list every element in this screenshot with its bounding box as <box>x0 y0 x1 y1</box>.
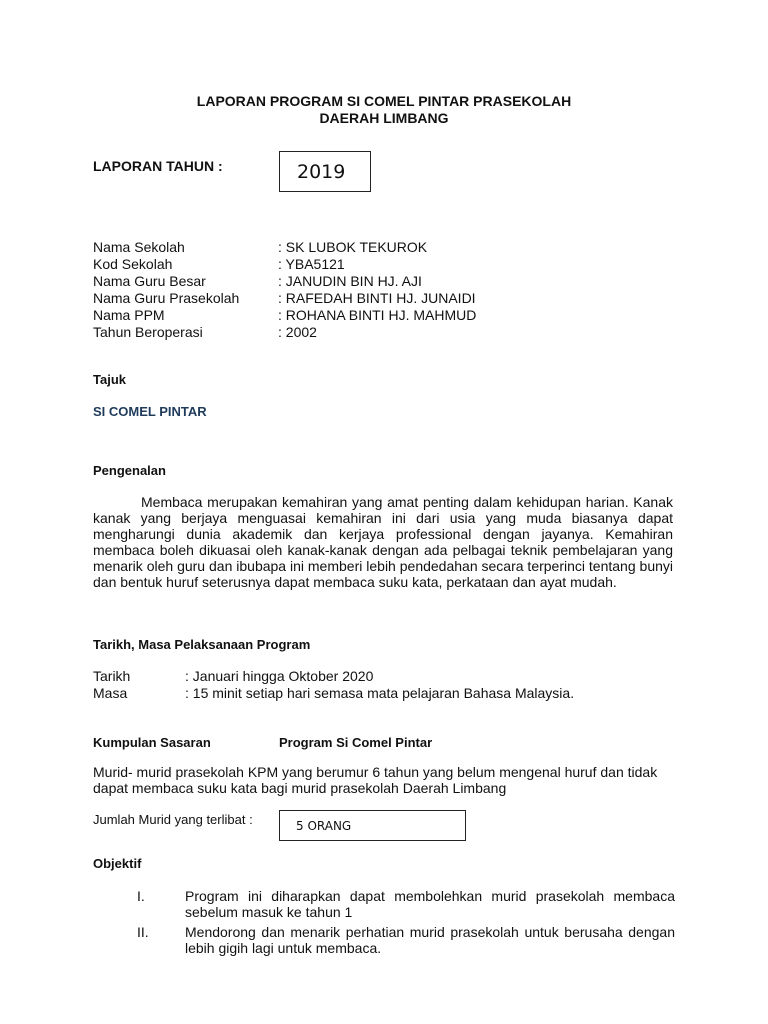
info-row-tahun-beroperasi <box>93 324 693 341</box>
jumlah-murid-box <box>279 810 466 841</box>
report-title-line1: LAPORAN PROGRAM SI COMEL PINTAR PRASEKOLAH <box>196 93 572 109</box>
info-row-guru-besar <box>93 273 693 290</box>
info-label: Tahun Beroperasi <box>93 324 203 340</box>
info-label: Nama Guru Prasekolah <box>93 290 240 306</box>
report-year-box <box>279 151 371 192</box>
report-year-label: LAPORAN TAHUN : <box>93 158 223 174</box>
objektif-number: I. <box>137 888 145 904</box>
sasaran-paragraph: Murid- murid prasekolah KPM yang berumur 6 tahun yang belum mengenal huruf dan tidak dapat membaca suku kata bagi murid prasekolah Daerah Limbang <box>93 764 658 796</box>
info-label: Kod Sekolah <box>93 256 173 272</box>
info-row-nama-sekolah <box>93 239 693 256</box>
info-value: : ROHANA BINTI HJ. MAHMUD <box>278 307 477 323</box>
objektif-text: Mendorong dan menarik perhatian murid prasekolah untuk berusaha dengan lebih gigih lagi untuk membaca. <box>185 924 675 956</box>
report-year-value: 2019 <box>297 161 346 183</box>
section-heading-pengenalan: Pengenalan <box>93 463 166 478</box>
report-title-line2: DAERAH LIMBANG <box>319 110 449 126</box>
info-row-ppm <box>93 307 693 324</box>
info-label: Nama Sekolah <box>93 239 185 255</box>
info-value: : RAFEDAH BINTI HJ. JUNAIDI <box>278 290 476 306</box>
section-heading-tajuk: Tajuk <box>93 372 126 387</box>
info-value: : 2002 <box>278 324 317 340</box>
section-heading-sasaran: Kumpulan Sasaran <box>93 735 211 750</box>
info-value: : JANUDIN BIN HJ. AJI <box>278 273 422 289</box>
tajuk-value: SI COMEL PINTAR <box>93 404 207 419</box>
objektif-text: Program ini diharapkan dapat membolehkan murid prasekolah membaca sebelum masuk ke tahun 1 <box>185 888 675 920</box>
info-label: Nama Guru Besar <box>93 273 206 289</box>
schedule-label: Masa <box>93 685 128 701</box>
objektif-number: II. <box>137 924 149 940</box>
pengenalan-text: Membaca merupakan kemahiran yang amat penting dalam kehidupan harian. Kanak kanak yang berjaya menguasai kemahiran ini dari usia yang muda biasanya dapat mengharungi dunia akademik dan kerjaya professional dengan jayanya. Kemahiran membaca boleh dikuasai oleh kanak-kanak dengan ada pelbagai teknik pembelajaran yang menarik oleh guru dan ibubapa ini memberi lebih pendedahan secara terperinci tentang bunyi dan bentuk huruf seterusnya dapat membaca suku kata, perkataan dan ayat mudah. <box>93 494 673 590</box>
schedule-label: Tarikh <box>93 668 131 684</box>
info-row-kod-sekolah <box>93 256 693 273</box>
sasaran-program-name: Program Si Comel Pintar <box>279 735 433 750</box>
jumlah-murid-label: Jumlah Murid yang terlibat : <box>93 812 253 827</box>
objektif-item-1 <box>93 888 675 922</box>
section-heading-objektif: Objektif <box>93 856 142 871</box>
info-label: Nama PPM <box>93 307 165 323</box>
schedule-value: : Januari hingga Oktober 2020 <box>185 668 374 684</box>
info-row-guru-prasekolah <box>93 290 693 307</box>
objektif-item-2 <box>93 924 675 958</box>
schedule-value: : 15 minit setiap hari semasa mata pelajaran Bahasa Malaysia. <box>185 685 575 701</box>
pengenalan-paragraph <box>93 494 673 590</box>
section-heading-schedule: Tarikh, Masa Pelaksanaan Program <box>93 637 311 652</box>
info-value: : SK LUBOK TEKUROK <box>278 239 428 255</box>
info-value: : YBA5121 <box>278 256 345 272</box>
jumlah-murid-value: 5 ORANG <box>296 819 352 833</box>
